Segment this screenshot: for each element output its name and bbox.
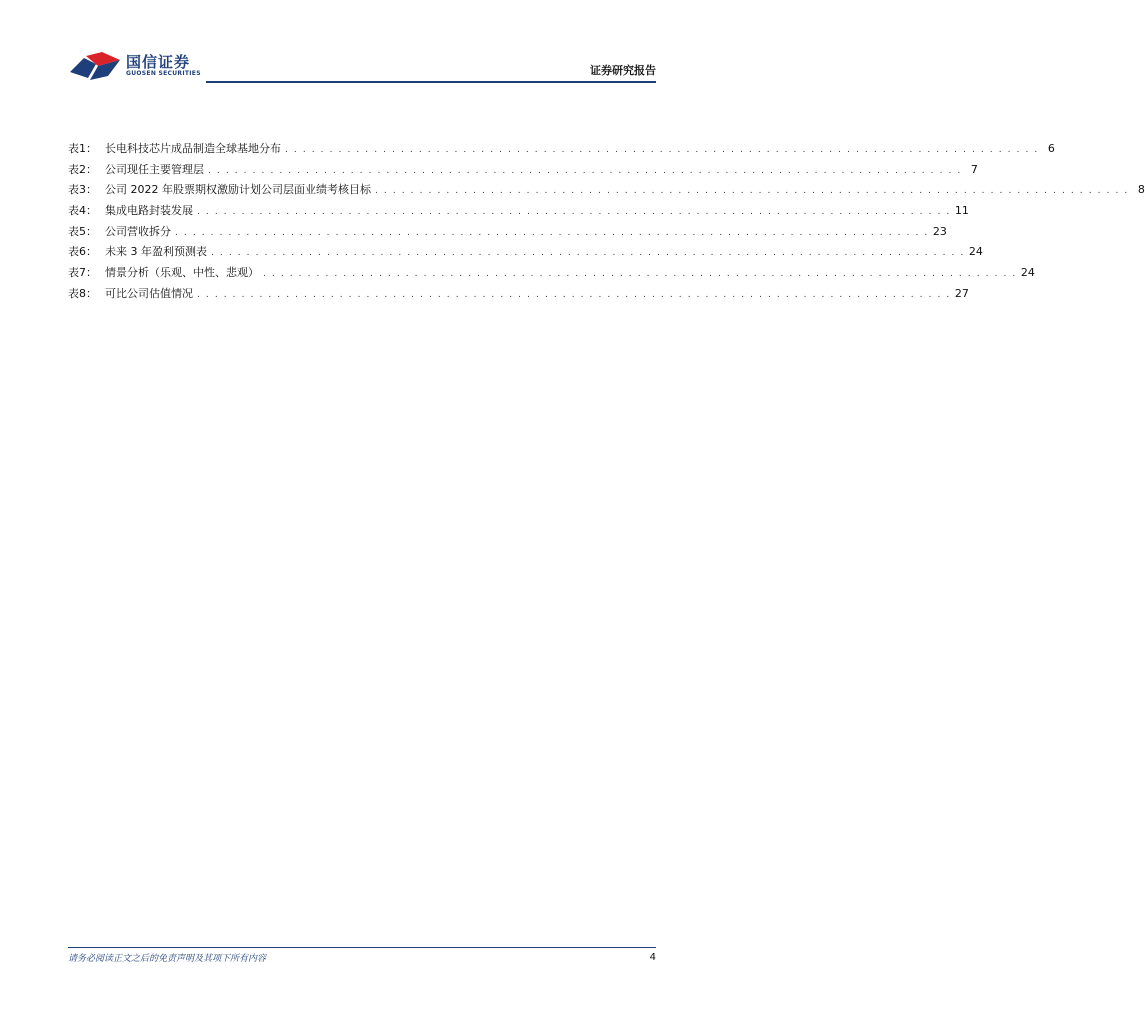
toc-entry-title: 公司 2022 年股票期权激励计划公司层面业绩考核目标	[105, 183, 371, 197]
toc-entry[interactable]	[68, 201, 969, 222]
toc-dot-leader: . . . . . . . . . . . . . . . . . . . . . . . . . . . . . . . . . . . . . . . . . . . . . . . . . . . . . . . . . . . . . . . . . . . . . . . . . . . . . . . . . . . . .	[263, 269, 1017, 280]
logo-chinese-name: 国信证券	[126, 53, 191, 71]
footer-disclaimer: 请务必阅读正文之后的免责声明及其项下所有内容	[68, 954, 267, 964]
toc-entry[interactable]	[68, 222, 947, 243]
toc-entry-label: 表1：	[68, 142, 97, 155]
toc-entry-page: 24	[1020, 266, 1035, 280]
toc-entry-page: 23	[932, 224, 947, 238]
guosen-logo	[68, 48, 208, 84]
toc-entry-page: 27	[954, 286, 969, 300]
toc-entry-page: 11	[954, 204, 969, 218]
toc-entry-label: 表5：	[68, 224, 97, 238]
guosen-logo-icon	[68, 50, 122, 82]
toc-dot-leader: . . . . . . . . . . . . . . . . . . . . . . . . . . . . . . . . . . . . . . . . . . . . . . . . . . . . . . . . . . . . . . . . . . . . . . . . . . . . . . . . . . . . .	[175, 227, 929, 238]
toc-dot-leader: . . . . . . . . . . . . . . . . . . . . . . . . . . . . . . . . . . . . . . . . . . . . . . . . . . . . . . . . . . . . . . . . . . . . . . . . . . . . . . . . . . . . .	[375, 186, 1129, 197]
report-type-label: 证券研究报告	[590, 64, 656, 77]
toc-entry-title: 集成电路封装发展	[105, 204, 193, 218]
toc-entry-label: 表4：	[68, 204, 97, 218]
toc-entry-label: 表2：	[68, 162, 97, 176]
toc-entry-title: 公司营收拆分	[105, 224, 171, 238]
toc-entry-page: 24	[968, 245, 983, 259]
page-number: 4	[649, 952, 656, 963]
toc-entry-label: 表3：	[68, 183, 97, 197]
toc-entry-label: 表7：	[68, 266, 97, 280]
toc-entry-page: 7	[970, 162, 978, 176]
toc-entry-label: 表6：	[68, 245, 97, 259]
toc-entry[interactable]	[68, 263, 1035, 284]
toc-entry-title: 未来 3 年盈利预测表	[105, 245, 207, 259]
toc-dot-leader: . . . . . . . . . . . . . . . . . . . . . . . . . . . . . . . . . . . . . . . . . . . . . . . . . . . . . . . . . . . . . . . . . . . . . . . . . . . . . . . . . . . . .	[197, 207, 951, 218]
toc-dot-leader: . . . . . . . . . . . . . . . . . . . . . . . . . . . . . . . . . . . . . . . . . . . . . . . . . . . . . . . . . . . . . . . . . . . . . . . . . . . . . . . . . . . . .	[197, 289, 951, 300]
toc-entry[interactable]	[68, 242, 983, 263]
toc-entry[interactable]	[68, 180, 1145, 201]
toc-entry-title: 情景分析（乐观、中性、悲观）	[105, 266, 259, 280]
toc-entry-page: 6	[1047, 142, 1055, 155]
toc-entry[interactable]	[68, 139, 1055, 160]
toc-entry-page: 8	[1137, 183, 1145, 197]
logo-english-name: GUOSEN SECURITIES	[126, 70, 201, 77]
toc-dot-leader: . . . . . . . . . . . . . . . . . . . . . . . . . . . . . . . . . . . . . . . . . . . . . . . . . . . . . . . . . . . . . . . . . . . . . . . . . . . . . . . . . . . . .	[285, 145, 1039, 155]
toc-entry-title: 长电科技芯片成品制造全球基地分布	[105, 142, 281, 155]
header-divider	[206, 81, 656, 83]
page-header	[68, 48, 656, 84]
table-of-tables	[68, 139, 1145, 305]
toc-entry[interactable]	[68, 284, 969, 305]
toc-entry[interactable]	[68, 160, 978, 181]
toc-dot-leader: . . . . . . . . . . . . . . . . . . . . . . . . . . . . . . . . . . . . . . . . . . . . . . . . . . . . . . . . . . . . . . . . . . . . . . . . . . . . . . . . . . . . .	[211, 248, 965, 259]
toc-entry-label: 表8：	[68, 286, 97, 300]
toc-dot-leader: . . . . . . . . . . . . . . . . . . . . . . . . . . . . . . . . . . . . . . . . . . . . . . . . . . . . . . . . . . . . . . . . . . . . . . . . . . . . . . . . . . . . .	[208, 165, 962, 176]
toc-entry-title: 公司现任主要管理层	[105, 162, 204, 176]
toc-entry-title: 可比公司估值情况	[105, 286, 193, 300]
footer-divider	[68, 947, 656, 948]
